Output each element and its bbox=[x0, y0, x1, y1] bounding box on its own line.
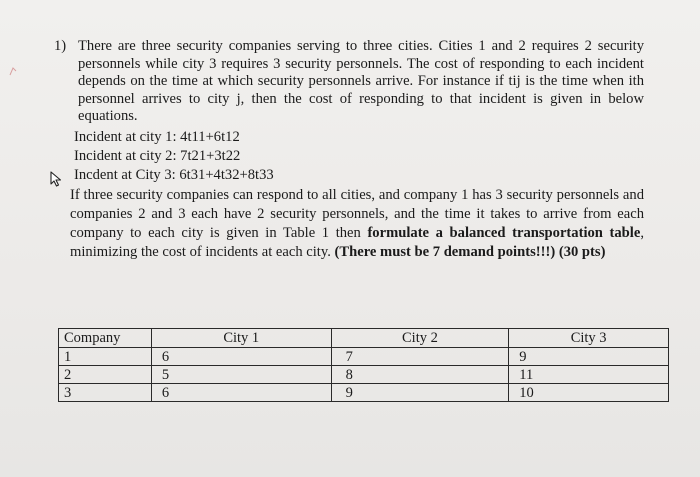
table-cell-city-3: 10 bbox=[509, 384, 669, 402]
table-header-city-3: City 3 bbox=[509, 329, 669, 348]
table-cell-city-1: 6 bbox=[151, 348, 331, 366]
table-row bbox=[59, 384, 669, 402]
followup-text: If three security companies can respond to all cities, and company 1 has 3 security personnels and companies 2 and 3 each have 2 security personnels, and the time it takes to arrive from each company to each city is given in Table 1 then bbox=[70, 186, 644, 241]
followup-bold-instruction: formulate a balanced transportation table bbox=[367, 224, 641, 241]
question-number: 1) bbox=[54, 38, 67, 54]
table-header-row bbox=[59, 329, 669, 348]
table-row bbox=[59, 366, 669, 384]
question-followup bbox=[70, 186, 644, 262]
table-header-city-2: City 2 bbox=[331, 329, 509, 348]
table-cell-company: 3 bbox=[59, 384, 152, 402]
table-cell-city-2: 8 bbox=[331, 366, 509, 384]
table-header-company: Company bbox=[59, 329, 152, 348]
followup-bold-note: (There must be 7 demand points!!!) (30 pts) bbox=[334, 243, 606, 260]
table-cell-company: 2 bbox=[59, 366, 152, 384]
pen-mark-icon bbox=[8, 65, 18, 77]
followup-mid-text: , minimizing the cost of incidents at each city. bbox=[70, 224, 644, 260]
question-block bbox=[54, 38, 644, 262]
table-row bbox=[59, 348, 669, 366]
equation-city-1: Incident at city 1: 4t11+6t12 bbox=[74, 128, 240, 145]
table-cell-city-1: 5 bbox=[151, 366, 331, 384]
table-cell-city-3: 11 bbox=[509, 366, 669, 384]
arrow-cursor-icon bbox=[50, 171, 64, 187]
data-table bbox=[58, 328, 669, 402]
table-cell-company: 1 bbox=[59, 348, 152, 366]
equation-city-3: Incdent at City 3: 6t31+4t32+8t33 bbox=[74, 166, 274, 183]
table-cell-city-2: 7 bbox=[331, 348, 509, 366]
equation-city-2: Incident at city 2: 7t21+3t22 bbox=[74, 147, 241, 164]
table-cell-city-3: 9 bbox=[509, 348, 669, 366]
table-cell-city-1: 6 bbox=[151, 384, 331, 402]
table-header-city-1: City 1 bbox=[151, 329, 331, 348]
question-intro: There are three security companies serving to three cities. Cities 1 and 2 requires 2 security personnels while city 3 requires 3 security personnels. The cost of responding to each incident depends on the time at which security personnels arrive. For instance if tij is the time when ith personnel arrives to city j, then the cost of responding to that incident is given in below equations. bbox=[78, 38, 644, 125]
table-cell-city-2: 9 bbox=[331, 384, 509, 402]
